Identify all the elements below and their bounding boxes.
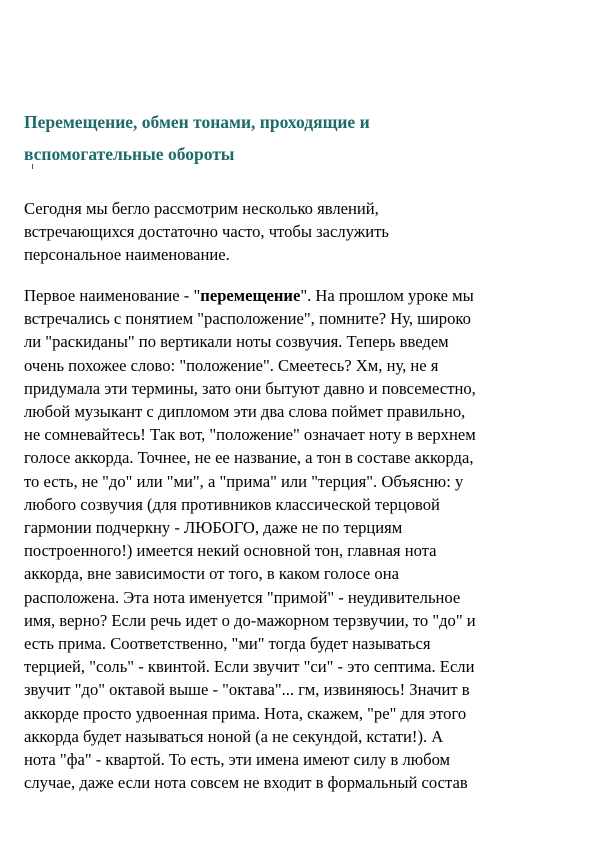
- text-line: терцией, "соль" - квинтой. Если звучит "си" - это септима. Если: [24, 657, 475, 677]
- text-line: не сомневайтесь! Так вот, "положение" означает ноту в верхнем: [24, 425, 476, 445]
- text-line: голосе аккорда. Точнее, не ее название, а тон в составе аккорда,: [24, 448, 474, 468]
- text-line: встречались с понятием "расположение", помните? Ну, широко: [24, 309, 471, 329]
- text-line: любой музыкант с дипломом эти два слова поймет правильно,: [24, 402, 466, 422]
- text-line: есть прима. Соответственно, "ми" тогда будет называться: [24, 634, 431, 654]
- text-line: нота "фа" - квартой. То есть, эти имена имеют силу в любом: [24, 750, 451, 770]
- text-line: гармонии подчеркну - ЛЮБОГО, даже не по терциям: [24, 518, 403, 538]
- text-line: Сегодня мы бегло рассмотрим несколько явлений,: [24, 199, 379, 218]
- text-line: аккорда, вне зависимости от того, в каком голосе она: [24, 564, 399, 584]
- text-line: то есть, не "до" или "ми", а "прима" или "терция". Объясню: у: [24, 471, 464, 491]
- text-line: персональное наименование.: [24, 245, 230, 265]
- text-line: очень похожее слово: "положение". Смеетесь? Хм, ну, не я: [24, 355, 439, 375]
- text-line: придумала эти термины, зато они бытуют давно и повсеместно,: [24, 378, 476, 398]
- text-line: аккорда будет называться ноной (а не секундой, кстати!). А: [24, 726, 444, 746]
- text-line: случае, даже если нота совсем не входит в формальный состав: [24, 773, 468, 793]
- text-run: Первое наименование - ": [24, 286, 201, 305]
- paragraph-intro: [24, 197, 389, 267]
- text-line: звучит "до" октавой выше - "октава"... гм, извиняюсь! Значит в: [24, 680, 470, 700]
- divider-mark: [32, 164, 33, 169]
- term-bold: перемещение: [200, 286, 301, 305]
- text-line: расположена. Эта нота именуется "примой" - неудивительное: [24, 587, 461, 607]
- text-line-first: [24, 284, 476, 307]
- heading-line-2: вспомогательные обороты: [24, 144, 235, 164]
- text-line: ли "раскиданы" по вертикали ноты созвучия. Теперь введем: [24, 332, 449, 352]
- text-line: построенного!) имеется некий основной тон, главная нота: [24, 541, 437, 561]
- text-run: ". На прошлом уроке мы: [300, 286, 474, 305]
- text-line: имя, верно? Если речь идет о до-мажорном терзвучии, то "до" и: [24, 610, 476, 630]
- text-line: встречающихся достаточно часто, чтобы заслужить: [24, 222, 389, 242]
- heading-line-1: Перемещение, обмен тонами, проходящие и: [24, 112, 370, 132]
- text-line: аккорде просто удвоенная прима. Нота, скажем, "ре" для этого: [24, 703, 467, 723]
- paragraph-term-definition: [24, 284, 476, 794]
- section-heading: [24, 106, 544, 170]
- text-line: любого созвучия (для противников классической терцовой: [24, 494, 440, 514]
